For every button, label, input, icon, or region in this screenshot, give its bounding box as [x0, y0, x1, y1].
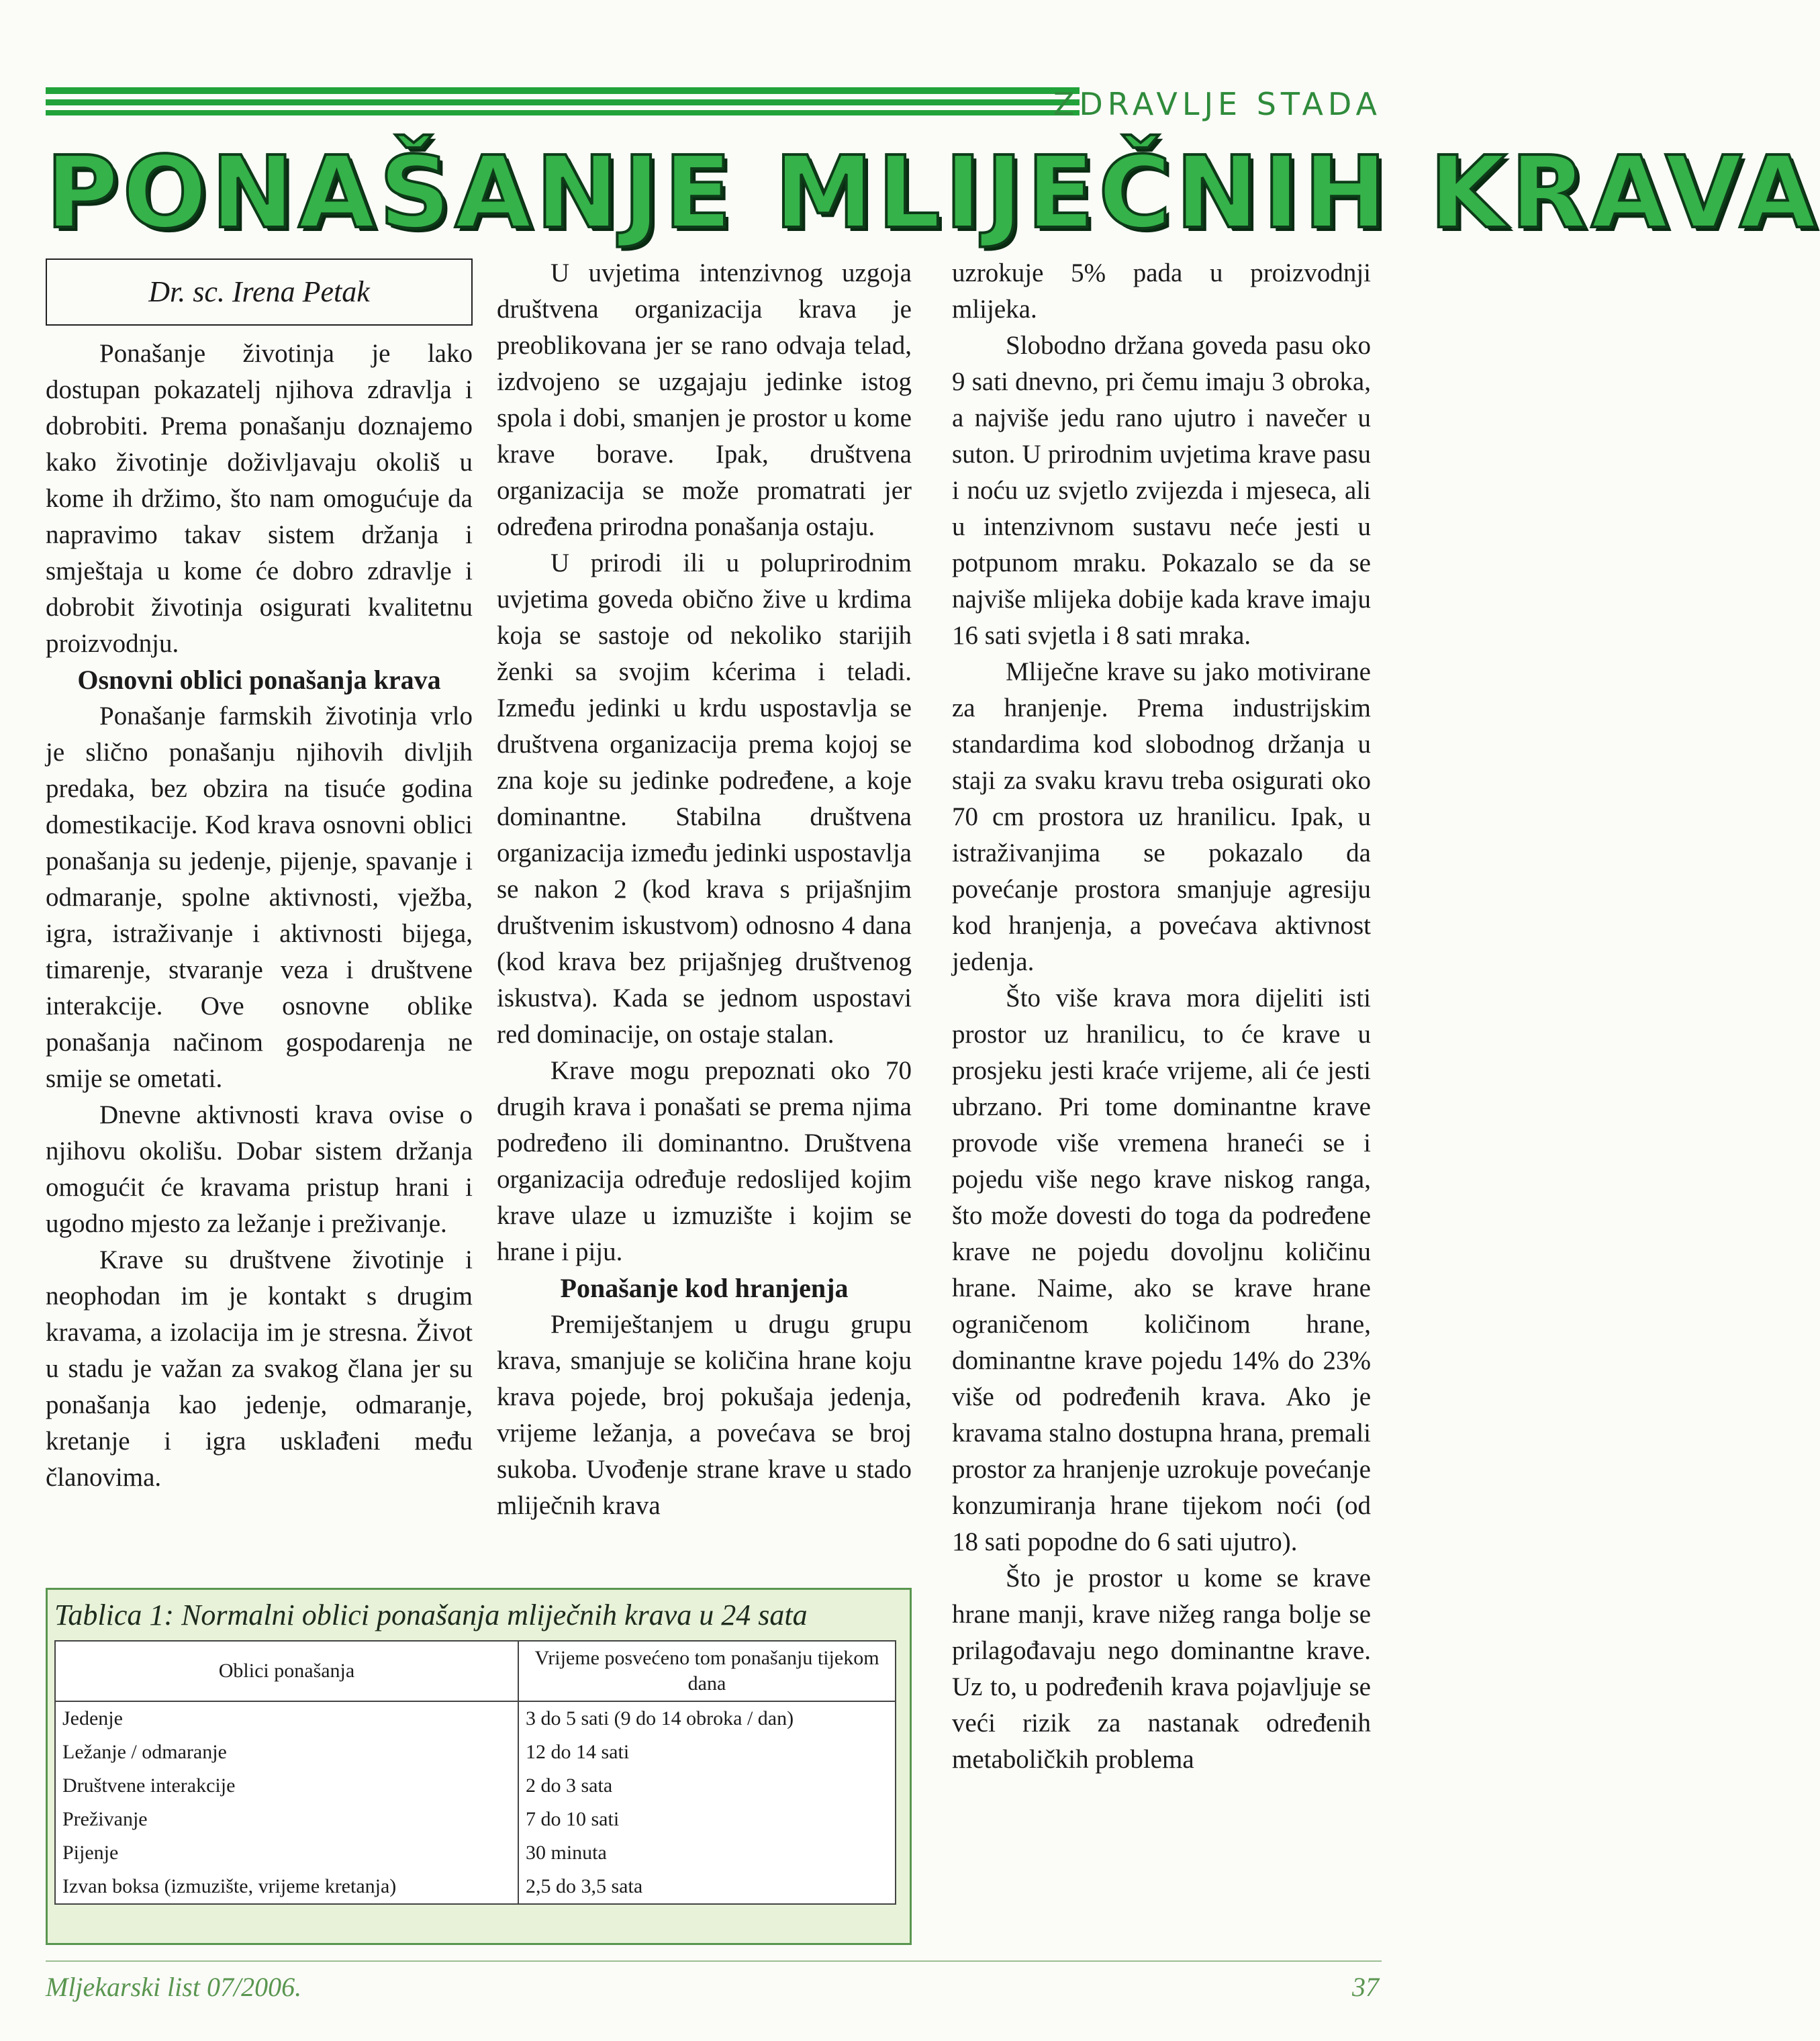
- footer-divider: [46, 1960, 1382, 1962]
- header-bar-bottom: [46, 110, 1080, 115]
- col3-paragraph-5: Što je prostor u kome se krave hrane manji, krave nižeg ranga bolje se prilagođavaju nego dominantne krave. Uz to, u podređenih krava pojavljuje se veći rizik za nastanak određenih metaboličkih problema: [952, 1564, 1371, 1774]
- table-cell-behaviour: Ležanje / odmaranje: [55, 1736, 518, 1769]
- table-header-behaviour: Oblici ponašanja: [55, 1641, 518, 1701]
- column-1: [46, 336, 473, 1496]
- table-cell-behaviour: Jedenje: [55, 1701, 518, 1736]
- header-bar-mid: [46, 99, 1080, 105]
- table-cell-behaviour: Društvene interakcije: [55, 1769, 518, 1803]
- table-cell-behaviour: Pijenje: [55, 1836, 518, 1870]
- column-3: [952, 255, 1371, 1778]
- table-row: [55, 1736, 896, 1769]
- col3-paragraph-2: Slobodno držana goveda pasu oko 9 sati dnevno, pri čemu imaju 3 obroka, a najviše jedu rano ujutro i navečer u suton. U prirodnim uvjetima krave pasu i noću uz svjetlo zvijezda i mjeseca, ali u intenzivnom sustavu neće jesti u potpunom mraku. Pokazalo se da se najviše mlijeka dobije kada krave imaju 16 sati svjetla i 8 sati mraka.: [952, 331, 1371, 650]
- behaviour-table: [54, 1640, 896, 1905]
- table-row: [55, 1769, 896, 1803]
- table-cell-time: 2,5 do 3,5 sata: [518, 1870, 896, 1904]
- table-cell-time: 30 minuta: [518, 1836, 896, 1870]
- header-bar-top: [46, 87, 1080, 94]
- table-cell-time: 2 do 3 sata: [518, 1769, 896, 1803]
- footer-journal: Mljekarski list 07/2006.: [46, 1972, 302, 2002]
- table-row: [55, 1870, 896, 1904]
- page-number: 37: [1352, 1972, 1379, 2002]
- section-tag: ZDRAVLJE STADA: [1053, 86, 1382, 122]
- col3-paragraph-3: Mliječne krave su jako motivirane za hranjenje. Prema industrijskim standardima kod slobodnog držanja u staji za svaku kravu treba osigurati oko 70 cm prostora uz hranilicu. Ipak, u istraživanjima se pokazalo da povećanje prostora smanjuje agresiju kod hranjenja, a povećava aktivnost jedenja.: [952, 657, 1371, 976]
- col1-paragraph-3: Dnevne aktivnosti krava ovise o njihovu okolišu. Dobar sistem držanja omogućit će kravama pristup hrani i ugodno mjesto za ležanje i preživanje.: [46, 1100, 473, 1238]
- table-cell-behaviour: Preživanje: [55, 1803, 518, 1836]
- author-box: [46, 258, 473, 326]
- table-panel: [46, 1588, 912, 1945]
- table-header-row: [55, 1641, 896, 1701]
- col2-paragraph-3: Krave mogu prepoznati oko 70 drugih krava i ponašati se prema njima podređeno ili dominantno. Društvena organizacija određuje redoslijed kojim krave ulaze u izmuzište i kojim se hrane i piju.: [497, 1056, 912, 1266]
- table-header-time: Vrijeme posvećeno tom ponašanju tijekom dana: [518, 1641, 896, 1701]
- col2-paragraph-1: U uvjetima intenzivnog uzgoja društvena organizacija krava je preoblikovana jer se rano odvaja telad, izdvojeno se uzgajaju jedinke istog spola i dobi, smanjen je prostor u kome krave borave. Ipak, društvena organizacija se može promatrati jer određena prirodna ponašanja ostaju.: [497, 258, 912, 541]
- col2-paragraph-2: U prirodi ili u poluprirodnim uvjetima goveda obično žive u krdima koja se sastoje od nekoliko starijih ženki sa svojim kćerima i teladi. Između jedinki u krdu uspostavlja se društvena organizacija prema kojoj se zna koje su jedinke podređene, a koje dominantne. Stabilna društvena organizacija između jedinki uspostavlja se nakon 2 (kod krava s prijašnjim društvenim iskustvom) odnosno 4 dana (kod krava bez prijašnjeg društvenog iskustva). Kada se jednom uspostavi red dominacije, on ostaje stalan.: [497, 549, 912, 1049]
- table-cell-time: 3 do 5 sati (9 do 14 obroka / dan): [518, 1701, 896, 1736]
- col3-paragraph-1: uzrokuje 5% pada u proizvodnji mlijeka.: [952, 258, 1371, 324]
- table-cell-behaviour: Izvan boksa (izmuzište, vrijeme kretanja): [55, 1870, 518, 1904]
- col1-paragraph-2: Ponašanje farmskih životinja vrlo je slično ponašanju njihovih divljih predaka, bez obzira na tisuće godina domestikacije. Kod krava osnovni oblici ponašanja su jedenje, pijenje, spavanje i odmaranje, spolne aktivnosti, vježba, igra, istraživanje i aktivnosti bijega, timarenje, stvaranje veza i društvene interakcije. Ove osnovne oblike ponašanja načinom gospodarenja ne smije se ometati.: [46, 702, 473, 1093]
- col2-paragraph-4: Premiještanjem u drugu grupu krava, smanjuje se količina hrane koju krava pojede, broj pokušaja jedenja, vrijeme ležanja, a povećava se broj sukoba. Uvođenje strane krave u stado mliječnih krava: [497, 1310, 912, 1520]
- col1-heading-basic-behaviour: Osnovni oblici ponašanja krava: [77, 665, 441, 695]
- article-title: PONAŠANJE MLIJEČNIH KRAVA: [46, 135, 1820, 250]
- table-caption: Tablica 1: Normalni oblici ponašanja mliječnih krava u 24 sata: [54, 1599, 808, 1631]
- col2-heading-feeding: Ponašanje kod hranjenja: [560, 1273, 849, 1303]
- col1-paragraph-4: Krave su društvene životinje i neophodan im je kontakt s drugim kravama, a izolacija im je stresna. Život u stadu je važan za svakog člana jer su ponašanja kao jedenje, odmaranje, kretanje i igra usklađeni među članovima.: [46, 1245, 473, 1492]
- col3-paragraph-4: Što više krava mora dijeliti isti prostor uz hranilicu, to će krave u prosjeku jesti kraće vrijeme, ali će jesti ubrzano. Pri tome dominantne krave provode više vremena hraneći se i pojedu više nego krave niskog ranga, što može dovesti do toga da podređene krave ne pojedu dovoljnu količinu hrane. Naime, ako se krave hrane ograničenom količinom hrane, dominantne krave pojedu 14% do 23% više od podređenih krava. Ako je kravama stalno dostupna hrana, premali prostor za hranjenje uzrokuje povećanje konzumiranja hrane tijekom noći (od 18 sati popodne do 6 sati ujutro).: [952, 984, 1371, 1556]
- table-row: [55, 1701, 896, 1736]
- column-2: [497, 255, 912, 1524]
- table-row: [55, 1803, 896, 1836]
- table-row: [55, 1836, 896, 1870]
- author-name: Dr. sc. Irena Petak: [148, 275, 370, 308]
- table-cell-time: 12 do 14 sati: [518, 1736, 896, 1769]
- col1-paragraph-1: Ponašanje životinja je lako dostupan pokazatelj njihova zdravlja i dobrobiti. Prema ponašanju doznajemo kako životinje doživljavaju okoliš u kome ih držimo, što nam omogućuje da napravimo takav sistem držanja i smještaja u kome će dobro zdravlje i dobrobit životinja osigurati kvalitetnu proizvodnju.: [46, 339, 473, 658]
- table-cell-time: 7 do 10 sati: [518, 1803, 896, 1836]
